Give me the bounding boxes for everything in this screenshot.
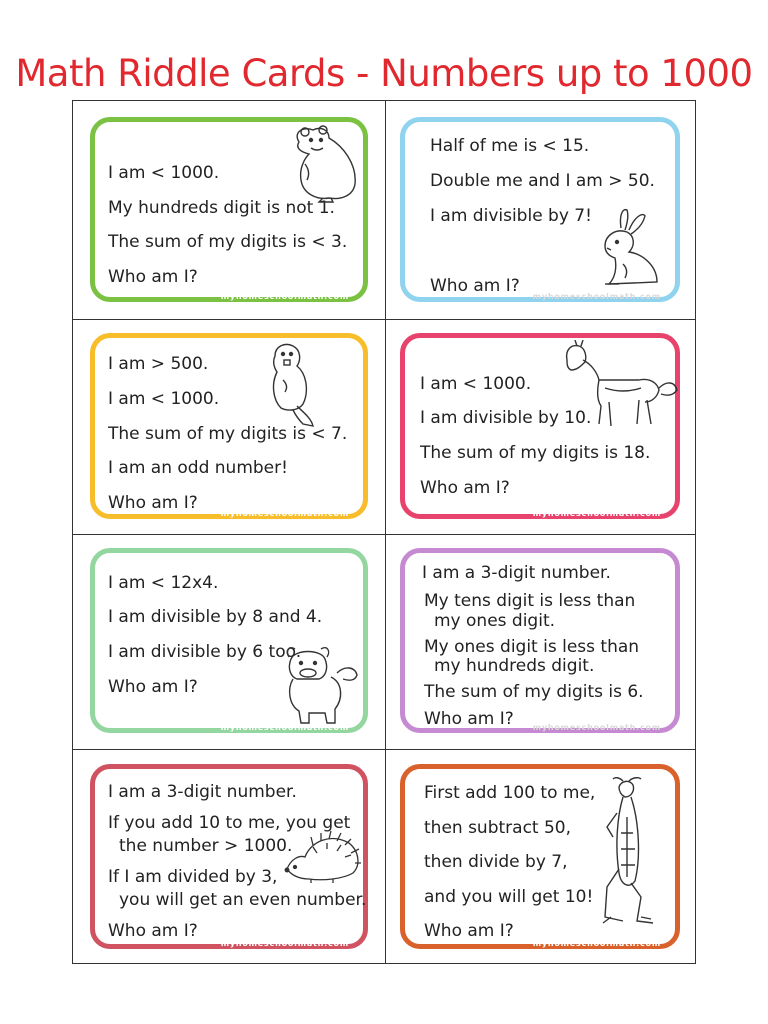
card-line: and you will get 10! [424, 887, 594, 907]
card-line: I am divisible by 10. [420, 408, 592, 428]
card-line: then subtract 50, [424, 818, 572, 838]
horse-icon [557, 340, 679, 430]
card-line: I am divisible by 6 too. [108, 642, 302, 662]
card-line: I am < 1000. [420, 374, 532, 394]
card-line: The sum of my digits is 18. [420, 443, 651, 463]
card-line: I am a 3-digit number. [422, 563, 611, 583]
card-line: I am divisible by 8 and 4. [108, 607, 323, 627]
card-line: then divide by 7, [424, 852, 568, 872]
card-line: I am < 12x4. [108, 573, 219, 593]
card-line: The sum of my digits is < 7. [108, 424, 348, 444]
card-line: I am divisible by 7! [430, 206, 592, 226]
card-line: I am > 500. [108, 354, 209, 374]
card-line: My ones digit is less than [424, 637, 640, 657]
watermark: myhomeschoolmath.com [532, 509, 661, 518]
card-line: my ones digit. [434, 611, 556, 631]
card-line: Who am I? [424, 709, 514, 729]
card-line: my hundreds digit. [434, 656, 595, 676]
riddle-card-1 [90, 117, 368, 302]
beaver-icon [263, 340, 317, 428]
card-line: Who am I? [108, 493, 198, 513]
card-line: I am a 3-digit number. [108, 782, 297, 802]
card-line: If I am divided by 3, [108, 867, 278, 887]
card-line: First add 100 to me, [424, 783, 596, 803]
card-line: I am an odd number! [108, 458, 288, 478]
card-line: The sum of my digits is 6. [424, 682, 644, 702]
card-line: Half of me is < 15. [430, 136, 590, 156]
card-line: The sum of my digits is < 3. [108, 232, 348, 252]
card-line: My hundreds digit is not 1. [108, 198, 335, 218]
card-line: the number > 1000. [119, 836, 293, 856]
grid-divider-row-1 [73, 319, 695, 320]
card-line: Who am I? [430, 276, 520, 296]
grid-divider-row-2 [73, 534, 695, 535]
grid-divider-vertical [385, 101, 386, 963]
watermark: myhomeschoolmath.com [220, 292, 349, 301]
grasshopper-icon [601, 777, 657, 925]
riddle-card-7 [90, 764, 368, 949]
card-line: I am < 1000. [108, 163, 220, 183]
card-line: Who am I? [108, 677, 198, 697]
watermark: myhomeschoolmath.com [220, 939, 349, 948]
card-line: Who am I? [108, 921, 198, 941]
bear-icon [283, 124, 367, 204]
rabbit-icon [585, 206, 673, 290]
riddle-card-5 [90, 548, 368, 733]
riddle-card-4 [400, 333, 680, 519]
watermark: myhomeschoolmath.com [532, 939, 661, 948]
card-line: I am < 1000. [108, 389, 220, 409]
watermark: myhomeschoolmath.com [532, 723, 661, 732]
riddle-card-3 [90, 333, 368, 519]
card-line: Who am I? [420, 478, 510, 498]
riddle-card-8 [400, 764, 680, 949]
grid-divider-row-3 [73, 749, 695, 750]
riddle-card-6 [400, 548, 680, 733]
bull-icon [281, 643, 365, 725]
card-line: If you add 10 to me, you get [108, 813, 351, 833]
watermark: myhomeschoolmath.com [220, 723, 349, 732]
card-line: My tens digit is less than [424, 591, 636, 611]
card-line: Who am I? [108, 267, 198, 287]
hedgehog-icon [283, 829, 363, 885]
watermark: myhomeschoolmath.com [220, 509, 349, 518]
riddle-card-2 [400, 117, 680, 302]
card-line: you will get an even number. [119, 890, 367, 910]
page-title: Math Riddle Cards - Numbers up to 1000 [15, 52, 753, 95]
card-line: Who am I? [424, 921, 514, 941]
watermark: myhomeschoolmath.com [532, 292, 661, 301]
card-line: Double me and I am > 50. [430, 171, 655, 191]
